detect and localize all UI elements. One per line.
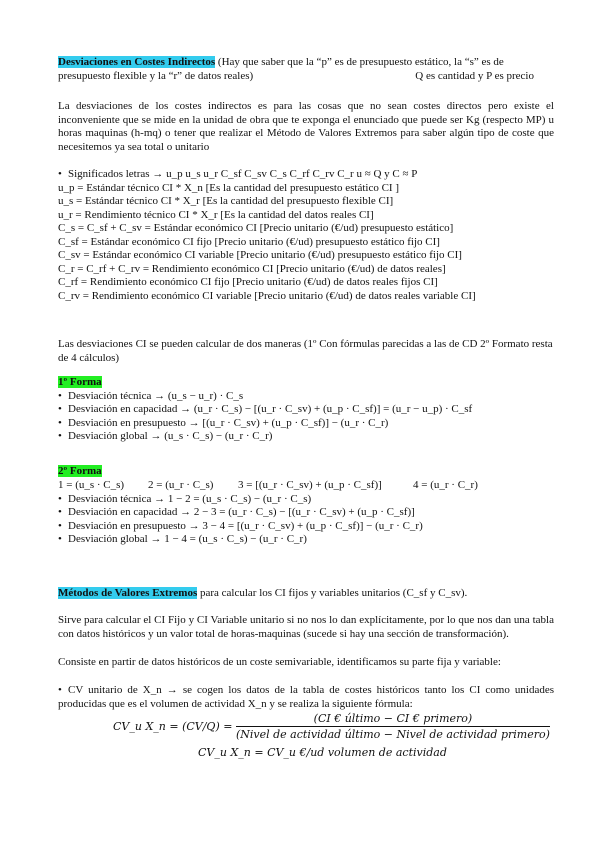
formula-numerator: (CI € último − CI € primero) bbox=[236, 712, 550, 727]
formula-denominator: (Nivel de actividad último − Nivel de actividad primero) bbox=[235, 728, 550, 741]
forma1-title: 1º Forma bbox=[58, 376, 102, 388]
intro-paragraph: La desviaciones de los costes indirectos es para las cosas que no sean costes directos pero existe el inconveniente que se mide en la unidad de obra que te exponga el enunciado que puede ser Kg (respecto MP) u horas maquinas (h-mq) o tener que realizar el Método de Valores Extremos para saber algún tipo de coste que necesitemos ya sea total o unitario bbox=[58, 100, 554, 153]
valores-bullet: • CV unitario de X_n → se cogen los datos de la tabla de costes históricos tanto los CI como unidades producidas que es el volumen de actividad X_n y se realiza la siguiente fórmula: bbox=[58, 684, 554, 710]
formula-line2: CV_u X_n = CV_u €/ud volumen de actividad bbox=[198, 746, 447, 759]
symbol-line: C_s = C_sf + C_sv = Estándar económico CI [Precio unitario (€/ud) presupuesto estático] bbox=[58, 222, 454, 234]
section-note-3: Q es cantidad y P es precio bbox=[415, 69, 534, 82]
symbols-block bbox=[58, 168, 554, 303]
forma1-item: • Desviación en presupuesto → [(u_r · C_sv) + (u_p · C_sf)] − (u_r · C_r) bbox=[58, 416, 389, 429]
forma2-item: • Desviación en presupuesto → 3 − 4 = [(u_r · C_sv) + (u_p · C_sf)] − (u_r · C_r) bbox=[58, 519, 423, 532]
forma2-def: 3 = [(u_r · C_sv) + (u_p · C_sf)] bbox=[238, 478, 382, 491]
section-note: (Hay que saber que la “p” es de presupuesto estático, la “s” es de bbox=[215, 56, 504, 68]
forma1-block bbox=[58, 376, 554, 444]
symbol-line: C_r = C_rf + C_rv = Rendimiento económico CI [Precio unitario (€/ud) de datos reales] bbox=[58, 262, 446, 275]
forma2-defs bbox=[58, 479, 554, 493]
symbol-line: u_s = Estándar técnico CI * X_r [Es la cantidad del presupuesto flexible CI] bbox=[58, 195, 394, 207]
symbol-line: u_p = Estándar técnico CI * X_n [Es la cantidad del presupuesto estático CI ] bbox=[58, 181, 399, 194]
forma1-item: • Desviación global → (u_s · C_s) − (u_r · C_r) bbox=[58, 430, 273, 442]
section2-title: Métodos de Valores Extremos bbox=[58, 587, 198, 599]
valores-para2: Consiste en partir de datos históricos de un coste semivariable, identificamos su parte fija y variable: bbox=[58, 656, 501, 668]
formula-lhs: CV_u X_n = (CV/Q) = bbox=[113, 720, 233, 733]
forma2-title: 2º Forma bbox=[58, 465, 102, 477]
symbols-lead: • Significados letras → u_p u_s u_r C_sf C_sv C_s C_rf C_rv C_r u ≈ Q y C ≈ P bbox=[58, 168, 418, 180]
section-title: Desviaciones en Costes Indirectos bbox=[58, 56, 216, 68]
forma2-def: 2 = (u_r · C_s) bbox=[148, 478, 214, 491]
section2-title-rest: para calcular los CI fijos y variables unitarios (C_sf y C_sv). bbox=[197, 587, 468, 599]
forma2-block bbox=[58, 465, 554, 547]
forma2-item: • Desviación global → 1 − 4 = (u_s · C_s) − (u_r · C_r) bbox=[58, 533, 307, 545]
section-valores-extremos bbox=[58, 587, 554, 601]
forma1-item: • Desviación técnica → (u_s − u_r) · C_s bbox=[58, 389, 244, 402]
section-desviaciones bbox=[58, 56, 554, 83]
formula-fraction bbox=[236, 712, 550, 741]
symbol-line: C_rf = Rendimiento económico CI fijo [Precio unitario (€/ud) de datos reales fijos CI] bbox=[58, 276, 438, 288]
symbol-line: C_sf = Estándar económico CI fijo [Precio unitario (€/ud) presupuesto estático fijo CI] bbox=[58, 235, 440, 248]
forma2-def: 4 = (u_r · C_r) bbox=[413, 478, 478, 491]
forma2-def: 1 = (u_s · C_s) bbox=[58, 478, 125, 491]
symbol-line: C_rv = Rendimiento económico CI variable [Precio unitario (€/ud) de datos reales variable CI] bbox=[58, 289, 476, 302]
valores-para1: Sirve para calcular el CI Fijo y CI Variable unitario si no nos lo dan explícitamente, por lo que nos dan una tabla con datos históricos y un valor total de horas-maquinas (sucede si hay una sección de transformación). bbox=[58, 614, 554, 640]
symbol-line: u_r = Rendimiento técnico CI * X_r [Es la cantidad del datos reales CI] bbox=[58, 208, 374, 221]
forma2-item: • Desviación técnica → 1 − 2 = (u_s · C_s) − (u_r · C_s) bbox=[58, 492, 312, 505]
section-note-2: presupuesto flexible y la “r” de datos reales) bbox=[58, 69, 254, 82]
forma1-item: • Desviación en capacidad → (u_r · C_s) − [(u_r · C_sv) + (u_p · C_sf)] = (u_r − u_p) · C_sf bbox=[58, 403, 473, 415]
forma2-item: • Desviación en capacidad → 2 − 3 = (u_r · C_s) − [(u_r · C_sv) + (u_p · C_sf)] bbox=[58, 506, 415, 518]
ways-paragraph: Las desviaciones CI se pueden calcular de dos maneras (1º Con fórmulas parecidas a las de CD 2º Formato resta de 4 cálculos) bbox=[58, 338, 553, 364]
symbol-line: C_sv = Estándar económico CI variable [Precio unitario (€/ud) presupuesto estático fijo CI] bbox=[58, 249, 462, 261]
